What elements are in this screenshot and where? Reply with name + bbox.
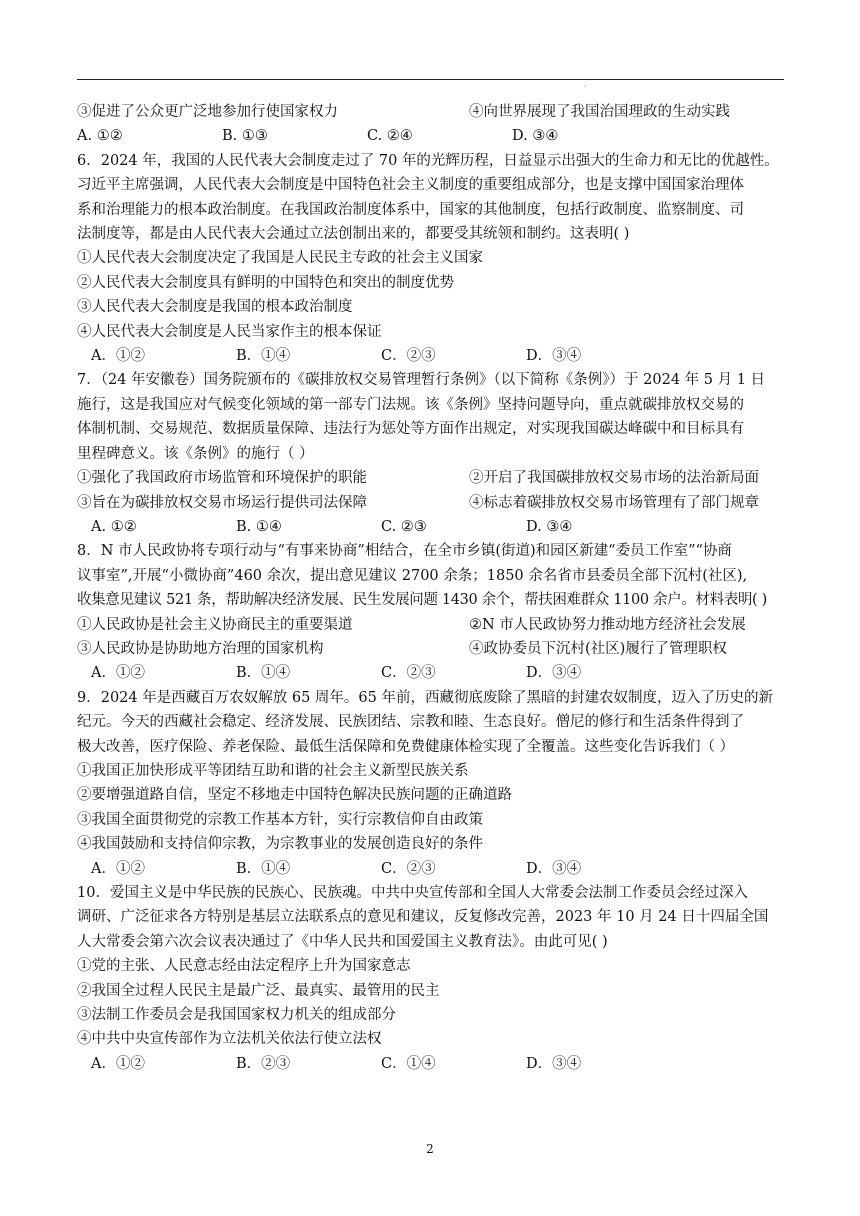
q9-options <box>77 857 787 881</box>
q9-option-c: C．②③ <box>381 860 436 877</box>
q8-statement-2: ②N 市人民政协努力推动地方经济社会发展 <box>469 616 746 633</box>
stem-line: 收集意见建议 521 条，帮助解决经济发展、民生发展问题 1430 余个，帮扶困难群众 1100 余户。材料表明( ) <box>77 592 767 609</box>
q10-stem <box>77 881 787 954</box>
stem-line: 施行，这是我国应对气候变化领域的第一部专门法规。该《条例》坚持问题导向，重点就碳排放权交易的 <box>77 396 744 413</box>
q8-stem <box>77 539 787 612</box>
q7-stem <box>77 368 787 466</box>
stem-line: 7．（24 年安徽卷）国务院颁布的《碳排放权交易管理暂行条例》（以下简称《条例》）于 2024 年 5 月 1 日 <box>77 372 766 389</box>
q7-statements-row-1 <box>77 466 787 490</box>
q8-options <box>77 661 787 685</box>
stem-line: 习近平主席强调，人民代表大会制度是中国特色社会主义制度的重要组成部分，也是支撑中国国家治理体 <box>77 177 744 194</box>
q10-option-b: B．②③ <box>236 1055 291 1072</box>
q5-option-a: A. ①② <box>77 128 123 145</box>
q6-stem <box>77 149 787 247</box>
page-content <box>77 100 787 1076</box>
q8-option-b: B．①④ <box>236 665 291 682</box>
q6-options <box>77 344 787 368</box>
q7-statement-1: ①强化了我国政府市场监管和环境保护的职能 <box>77 470 367 487</box>
q6-option-a: A．①② <box>91 348 145 365</box>
q7-statement-3: ③旨在为碳排放权交易市场运行提供司法保障 <box>77 494 367 511</box>
q10-option-c: C．①④ <box>381 1055 436 1072</box>
q6-statement-1: ①人民代表大会制度决定了我国是人民民主专政的社会主义国家 <box>77 250 483 267</box>
q10-statement-1: ①党的主张、人民意志经由法定程序上升为国家意志 <box>77 958 411 975</box>
stem-line: 议事室”,开展“小微协商”460 余次，提出意见建议 2700 余条；1850 余名省市县委员全部下沉村(社区), <box>77 567 748 584</box>
q5-option-b: B. ①③ <box>222 128 268 145</box>
stem-line: 系和治理能力的根本政治制度。在我国政治制度体系中，国家的其他制度，包括行政制度、监察制度、司 <box>77 201 744 218</box>
q9-statement-4: ④我国鼓励和支持信仰宗教，为宗教事业的发展创造良好的条件 <box>77 836 483 853</box>
q5-option-c: C. ②④ <box>367 128 413 145</box>
q5-options <box>77 124 787 148</box>
q7-option-d: D. ③④ <box>526 518 573 535</box>
q10-statement-2: ②我国全过程人民民主是最广泛、最真实、最管用的民主 <box>77 982 440 999</box>
q7-statement-4: ④标志着碳排放权交易市场管理有了部门规章 <box>469 494 759 511</box>
stem-line: 10．爱国主义是中华民族的民族心、民族魂。中共中央宣传部和全国人大常委会法制工作委员会经过深入 <box>77 885 748 901</box>
stem-line: 体制机制、交易规范、数据质量保障、违法行为惩处等方面作出规定，对实现我国碳达峰碳中和目标具有 <box>77 421 744 438</box>
q6-option-b: B．①④ <box>236 348 291 365</box>
q7-option-c: C. ②③ <box>381 518 427 535</box>
q6-option-c: C．②③ <box>381 348 436 365</box>
q7-statements-row-2 <box>77 491 787 515</box>
q10-options <box>77 1052 787 1076</box>
q6-statement-2: ②人民代表大会制度具有鲜明的中国特色和突出的制度优势 <box>77 274 454 291</box>
header-rule <box>77 79 784 80</box>
q9-stem <box>77 686 787 759</box>
q8-statements-row-2 <box>77 637 787 661</box>
q6-option-d: D．③④ <box>526 348 582 365</box>
q8-option-a: A．①② <box>91 665 145 682</box>
header-mark: · <box>584 82 587 91</box>
stem-line: 里程碑意义。该《条例》的施行（ ） <box>77 445 314 462</box>
q6-statement-3: ③人民代表大会制度是我国的根本政治制度 <box>77 299 353 316</box>
stem-line: 极大改善，医疗保险、养老保险、最低生活保障和免费健康体检实现了全覆盖。这些变化告诉我们（ ） <box>77 738 735 755</box>
stem-line: 法制度等，都是由人民代表大会通过立法创制出来的，都要受其统领和制约。这表明( ) <box>77 226 630 243</box>
stem-line: 人大常委会第六次会议表决通过了《中华人民共和国爱国主义教育法》。由此可见( ) <box>77 933 608 950</box>
q9-option-b: B．①④ <box>236 860 291 877</box>
q8-statement-1: ①人民政协是社会主义协商民主的重要渠道 <box>77 616 353 633</box>
q9-option-a: A．①② <box>91 860 145 877</box>
stem-line: 8．N 市人民政协将专项行动与“有事来协商”相结合，在全市乡镇(街道)和园区新建“委员工作室”“协商 <box>77 543 732 560</box>
q7-option-a: A. ①② <box>91 518 137 535</box>
stem-line: 9．2024 年是西藏百万农奴解放 65 周年。65 年前，西藏彻底废除了黑暗的封建农奴制度，迈入了历史的新 <box>77 689 773 706</box>
q9-statement-2: ②要增强道路自信，坚定不移地走中国特色解决民族问题的正确道路 <box>77 787 512 804</box>
q10-statement-4: ④中共中央宣传部作为立法机关依法行使立法权 <box>77 1031 382 1048</box>
q9-option-d: D．③④ <box>526 860 582 877</box>
page-number: 2 <box>426 1142 434 1156</box>
q9-statement-1: ①我国正加快形成平等团结互助和谐的社会主义新型民族关系 <box>77 762 469 779</box>
q8-option-d: D．③④ <box>526 665 582 682</box>
stem-line: 调研、广泛征求各方特别是基层立法联系点的意见和建议，反复修改完善，2023 年 10 月 24 日十四届全国 <box>77 909 769 926</box>
q5-statements-row <box>77 100 787 124</box>
q10-statement-3: ③法制工作委员会是我国国家权力机关的组成部分 <box>77 1007 396 1024</box>
q7-statement-2: ②开启了我国碳排放权交易市场的法治新局面 <box>469 470 759 487</box>
q9-statement-3: ③我国全面贯彻党的宗教工作基本方针，实行宗教信仰自由政策 <box>77 811 483 828</box>
q6-statement-4: ④人民代表大会制度是人民当家作主的根本保证 <box>77 323 382 340</box>
q10-option-a: A．①② <box>91 1055 145 1072</box>
q7-option-b: B. ①④ <box>236 518 282 535</box>
q8-statement-4: ④政协委员下沉村(社区)履行了管理职权 <box>469 640 727 657</box>
q5-statement-3: ③促进了公众更广泛地参加行使国家权力 <box>77 104 338 120</box>
q10-option-d: D．③④ <box>526 1055 582 1072</box>
q5-statement-4: ④向世界展现了我国治国理政的生动实践 <box>469 104 730 120</box>
q8-statement-3: ③人民政协是协助地方治理的国家机构 <box>77 640 324 657</box>
q8-statements-row-1 <box>77 613 787 637</box>
q7-options <box>77 515 787 539</box>
stem-line: 6．2024 年，我国的人民代表大会制度走过了 70 年的光辉历程，日益显示出强大的生命力和无比的优越性。 <box>77 152 779 169</box>
q8-option-c: C．②③ <box>381 665 436 682</box>
stem-line: 纪元。今天的西藏社会稳定、经济发展、民族团结、宗教和睦、生态良好。僧尼的修行和生活条件得到了 <box>77 714 744 731</box>
q5-option-d: D. ③④ <box>512 128 559 145</box>
